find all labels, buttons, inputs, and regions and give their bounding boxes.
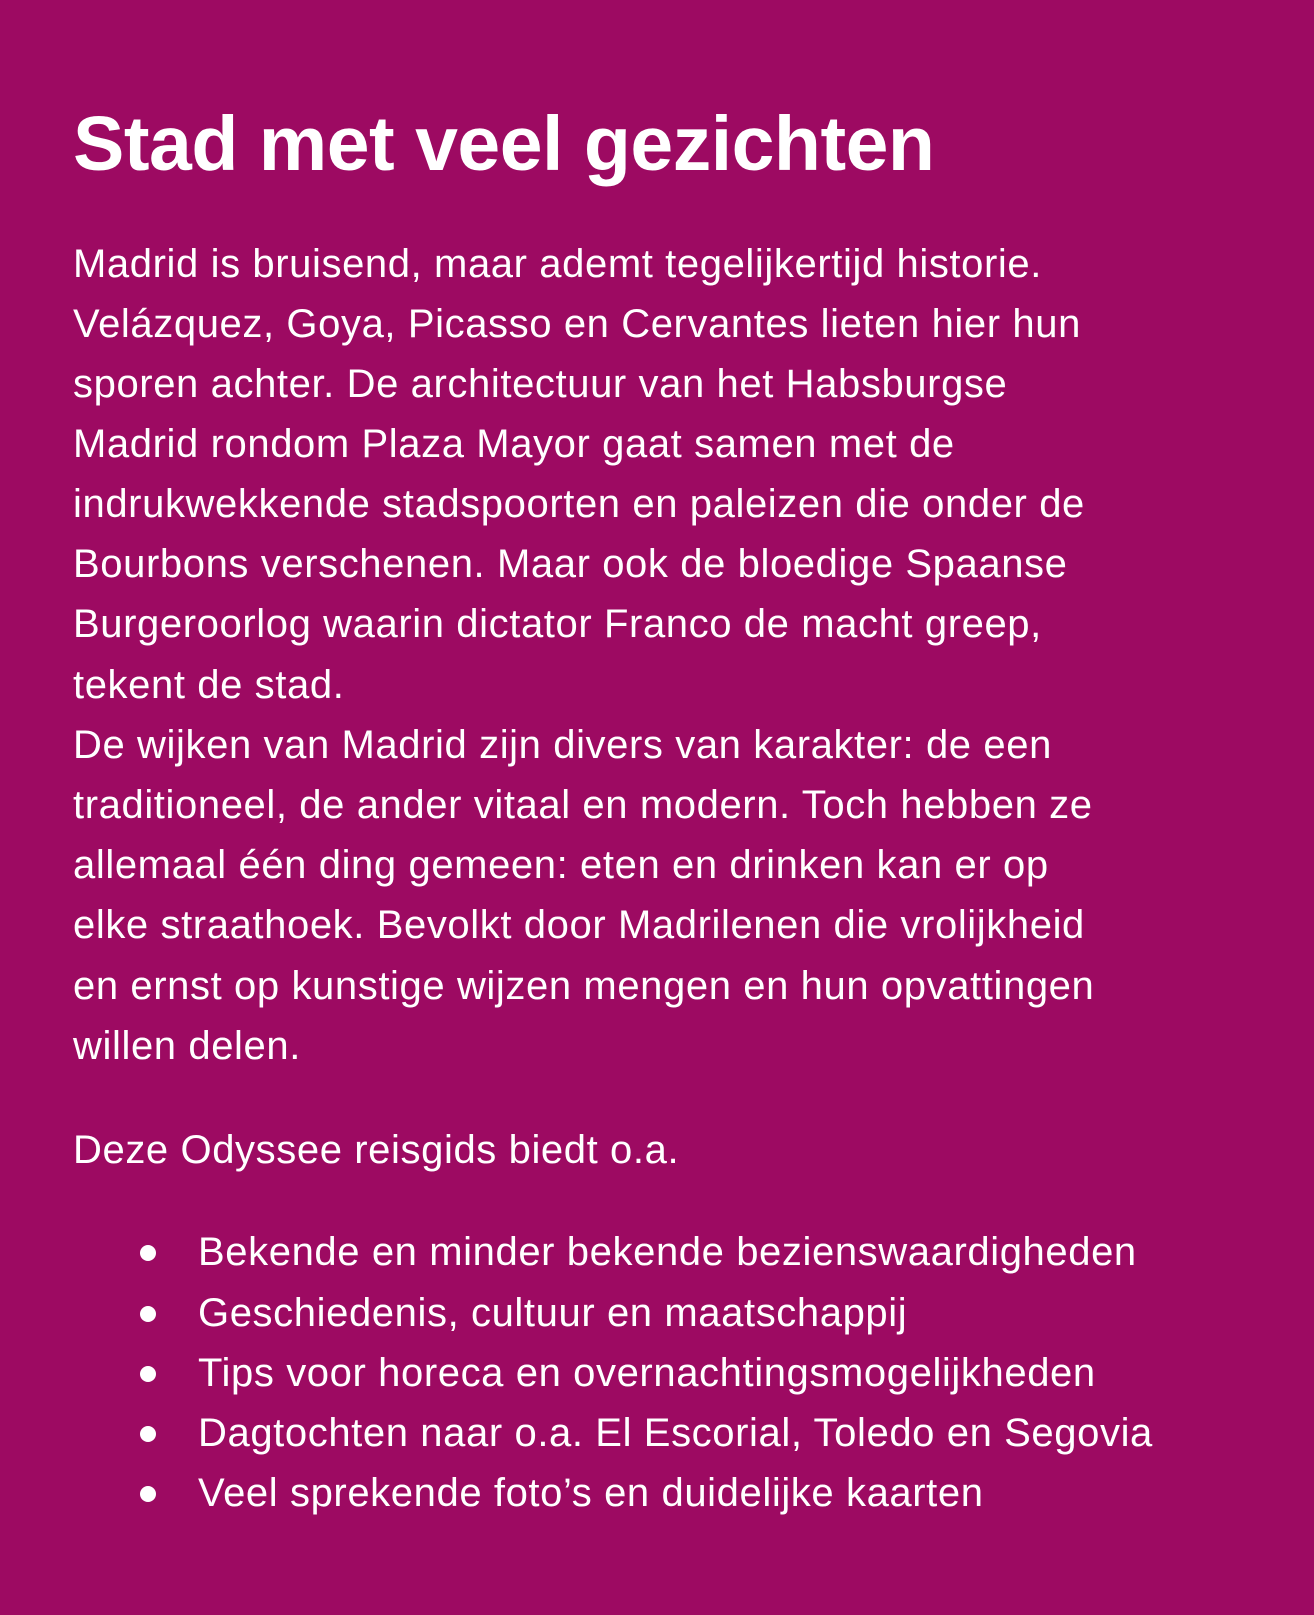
body-line: traditioneel, de ander vitaal en modern. Toch hebben ze [73,783,1093,827]
bullet-icon [140,1426,156,1442]
body-line: indrukwekkende stadspoorten en paleizen die onder de [73,482,1085,526]
body-line: willen delen. [73,1024,301,1068]
body-line: allemaal één ding gemeen: eten en drinken kan er op [73,843,1049,887]
body-line: elke straathoek. Bevolkt door Madrilenen die vrolijkheid [73,903,1085,947]
bullet-icon [140,1245,156,1261]
body-line: Bourbons verschenen. Maar ook de bloedige Spaanse [73,542,1068,586]
bullet-icon [140,1306,156,1322]
body-line: Madrid is bruisend, maar ademt tegelijkertijd historie. [73,242,1042,286]
bullet-icon [140,1366,156,1382]
body-line: Madrid rondom Plaza Mayor gaat samen met de [73,422,955,466]
bullet-icon [140,1486,156,1502]
intro-line: Deze Odyssee reisgids biedt o.a. [73,1128,680,1172]
body-line: Burgeroorlog waarin dictator Franco de macht greep, [73,602,1042,646]
body-line: tekent de stad. [73,663,345,707]
body-line: Velázquez, Goya, Picasso en Cervantes lieten hier hun [73,302,1081,346]
body-line: sporen achter. De architectuur van het Habsburgse [73,362,1008,406]
body-line: en ernst op kunstige wijzen mengen en hun opvattingen [73,964,1095,1008]
body-line: De wijken van Madrid zijn divers van karakter: de een [73,723,1052,767]
page-title: Stad met veel gezichten [73,101,935,187]
